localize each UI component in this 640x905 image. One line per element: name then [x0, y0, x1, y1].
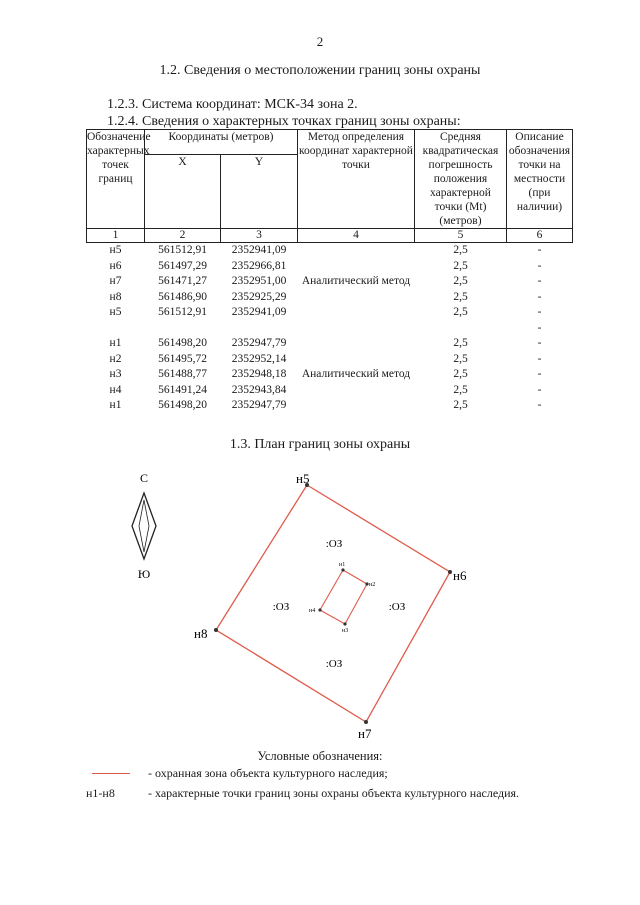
- cell-x: 561486,90: [158, 290, 207, 303]
- cell-point: н8: [109, 290, 122, 303]
- cell-x: 561495,72: [158, 352, 207, 365]
- label-n1: н1: [339, 562, 346, 568]
- cell-x: 561512,91: [158, 244, 207, 256]
- point-marker: [448, 570, 452, 574]
- header-y: Y: [221, 155, 298, 229]
- cell-desc: -: [537, 399, 542, 411]
- cell-y: 2352943,84: [231, 383, 287, 396]
- cell-y: 2352925,29: [231, 290, 287, 303]
- cell-error: 2,5: [453, 368, 468, 380]
- cell-desc: -: [537, 352, 542, 365]
- cell-point: н3: [109, 368, 122, 380]
- cell-error: 2,5: [453, 399, 468, 411]
- cell-desc: -: [537, 383, 542, 396]
- points-title: 1.2.4. Сведения о характерных точках границ зоны охраны:: [107, 114, 461, 129]
- cell-y: 2352947,79: [231, 399, 287, 411]
- cell-error: 2,5: [453, 244, 468, 256]
- zone-label: :ОЗ: [325, 658, 343, 670]
- page-number: 2: [316, 34, 324, 49]
- cell-x: 561497,29: [158, 259, 207, 272]
- table-row-separator: [87, 321, 573, 337]
- section-1-2-title: 1.2. Сведения о местоположении границ зоны охраны: [159, 63, 481, 78]
- label-n2: н2: [369, 582, 376, 588]
- cell-y: 2352941,09: [231, 306, 287, 318]
- cell-desc: -: [537, 259, 542, 272]
- point-marker: [214, 628, 218, 632]
- cell-method: Аналитический метод: [301, 275, 411, 287]
- outer-boundary: [216, 485, 450, 722]
- compass-rose-icon: [132, 493, 156, 559]
- zone-label: :ОЗ: [272, 601, 290, 613]
- cell-point: н5: [109, 244, 122, 256]
- header-error: Средняя квадратическая погрешность положения характерной точки (Mt) (метров): [415, 130, 507, 229]
- cell-point: н2: [109, 352, 122, 365]
- header-method: Метод определения координат характерной точки: [298, 130, 415, 229]
- col-number: 4: [298, 229, 415, 243]
- cell-error: 2,5: [453, 337, 468, 349]
- point-marker: [318, 608, 321, 611]
- header-point: Обозначение характерных точек границ: [87, 130, 145, 229]
- cell-error: 2,5: [453, 259, 468, 272]
- coordinates-table: [86, 129, 573, 414]
- coord-system-line: 1.2.3. Система координат: МСК-34 зона 2.: [107, 97, 358, 112]
- legend-line-description: - охранная зона объекта культурного наследия;: [148, 766, 388, 780]
- boundary-plan: [100, 460, 500, 740]
- cell-desc: -: [537, 244, 542, 256]
- zone-label: :ОЗ: [325, 538, 343, 550]
- cell-method: Аналитический метод: [301, 368, 411, 380]
- col-number: 1: [87, 229, 145, 243]
- cell-error: 2,5: [453, 275, 468, 287]
- cell-x: 561498,20: [158, 399, 207, 411]
- point-marker: [364, 720, 368, 724]
- cell-error: 2,5: [453, 383, 468, 396]
- legend-title: Условные обозначения:: [257, 749, 383, 763]
- compass-needle-icon: [139, 500, 149, 552]
- compass-north-label: С: [139, 471, 149, 485]
- header-description: Описание обозначения точки на местности (при наличии): [507, 130, 573, 229]
- col-number: 2: [145, 229, 221, 243]
- table-row: [87, 336, 573, 352]
- section-1-3-title: 1.3. План границ зоны охраны: [229, 437, 411, 452]
- cell-x: 561512,91: [158, 306, 207, 318]
- label-n3: н3: [342, 628, 349, 634]
- cell-desc: -: [537, 368, 542, 380]
- label-n4: н4: [309, 608, 316, 614]
- point-marker: [343, 622, 346, 625]
- cell-point: н1: [109, 399, 122, 411]
- cell-error: 2,5: [453, 352, 468, 365]
- cell-desc: -: [537, 337, 542, 349]
- cell-y: 2352947,79: [231, 337, 287, 349]
- cell-desc: -: [537, 321, 542, 334]
- cell-y: 2352941,09: [231, 244, 287, 256]
- cell-error: 2,5: [453, 290, 468, 303]
- cell-desc: -: [537, 290, 542, 303]
- cell-x: 561491,24: [158, 383, 207, 396]
- cell-point: н7: [109, 275, 122, 287]
- legend-points-symbol: н1-н8: [86, 786, 115, 800]
- cell-desc: -: [537, 306, 542, 318]
- cell-point: н4: [109, 383, 122, 396]
- legend-line-swatch: [92, 773, 130, 774]
- cell-y: 2352966,81: [231, 259, 287, 272]
- cell-point: н6: [109, 259, 122, 272]
- col-number: 5: [415, 229, 507, 243]
- cell-x: 561498,20: [158, 337, 207, 349]
- zone-label: :ОЗ: [388, 601, 406, 613]
- cell-desc: -: [537, 275, 542, 287]
- inner-boundary: [320, 570, 367, 624]
- cell-y: 2352951,00: [231, 275, 287, 287]
- cell-x: 561488,77: [158, 368, 207, 380]
- label-n5: н5: [296, 471, 310, 486]
- label-n6: н6: [453, 568, 467, 583]
- col-number: 3: [221, 229, 298, 243]
- header-coords: Координаты (метров): [145, 130, 298, 155]
- cell-point: н5: [109, 306, 122, 318]
- cell-error: 2,5: [453, 306, 468, 318]
- cell-y: 2352952,14: [231, 352, 287, 365]
- compass-south-label: Ю: [137, 567, 151, 581]
- col-number: 6: [507, 229, 573, 243]
- point-marker: [341, 568, 344, 571]
- cell-y: 2352948,18: [231, 368, 287, 380]
- label-n8: н8: [194, 626, 208, 641]
- legend-points-description: - характерные точки границ зоны охраны объекта культурного наследия.: [148, 786, 520, 800]
- table-row: [87, 243, 573, 259]
- header-x: X: [145, 155, 221, 229]
- cell-point: н1: [109, 337, 122, 349]
- cell-x: 561471,27: [158, 275, 207, 287]
- label-n7: н7: [358, 726, 372, 740]
